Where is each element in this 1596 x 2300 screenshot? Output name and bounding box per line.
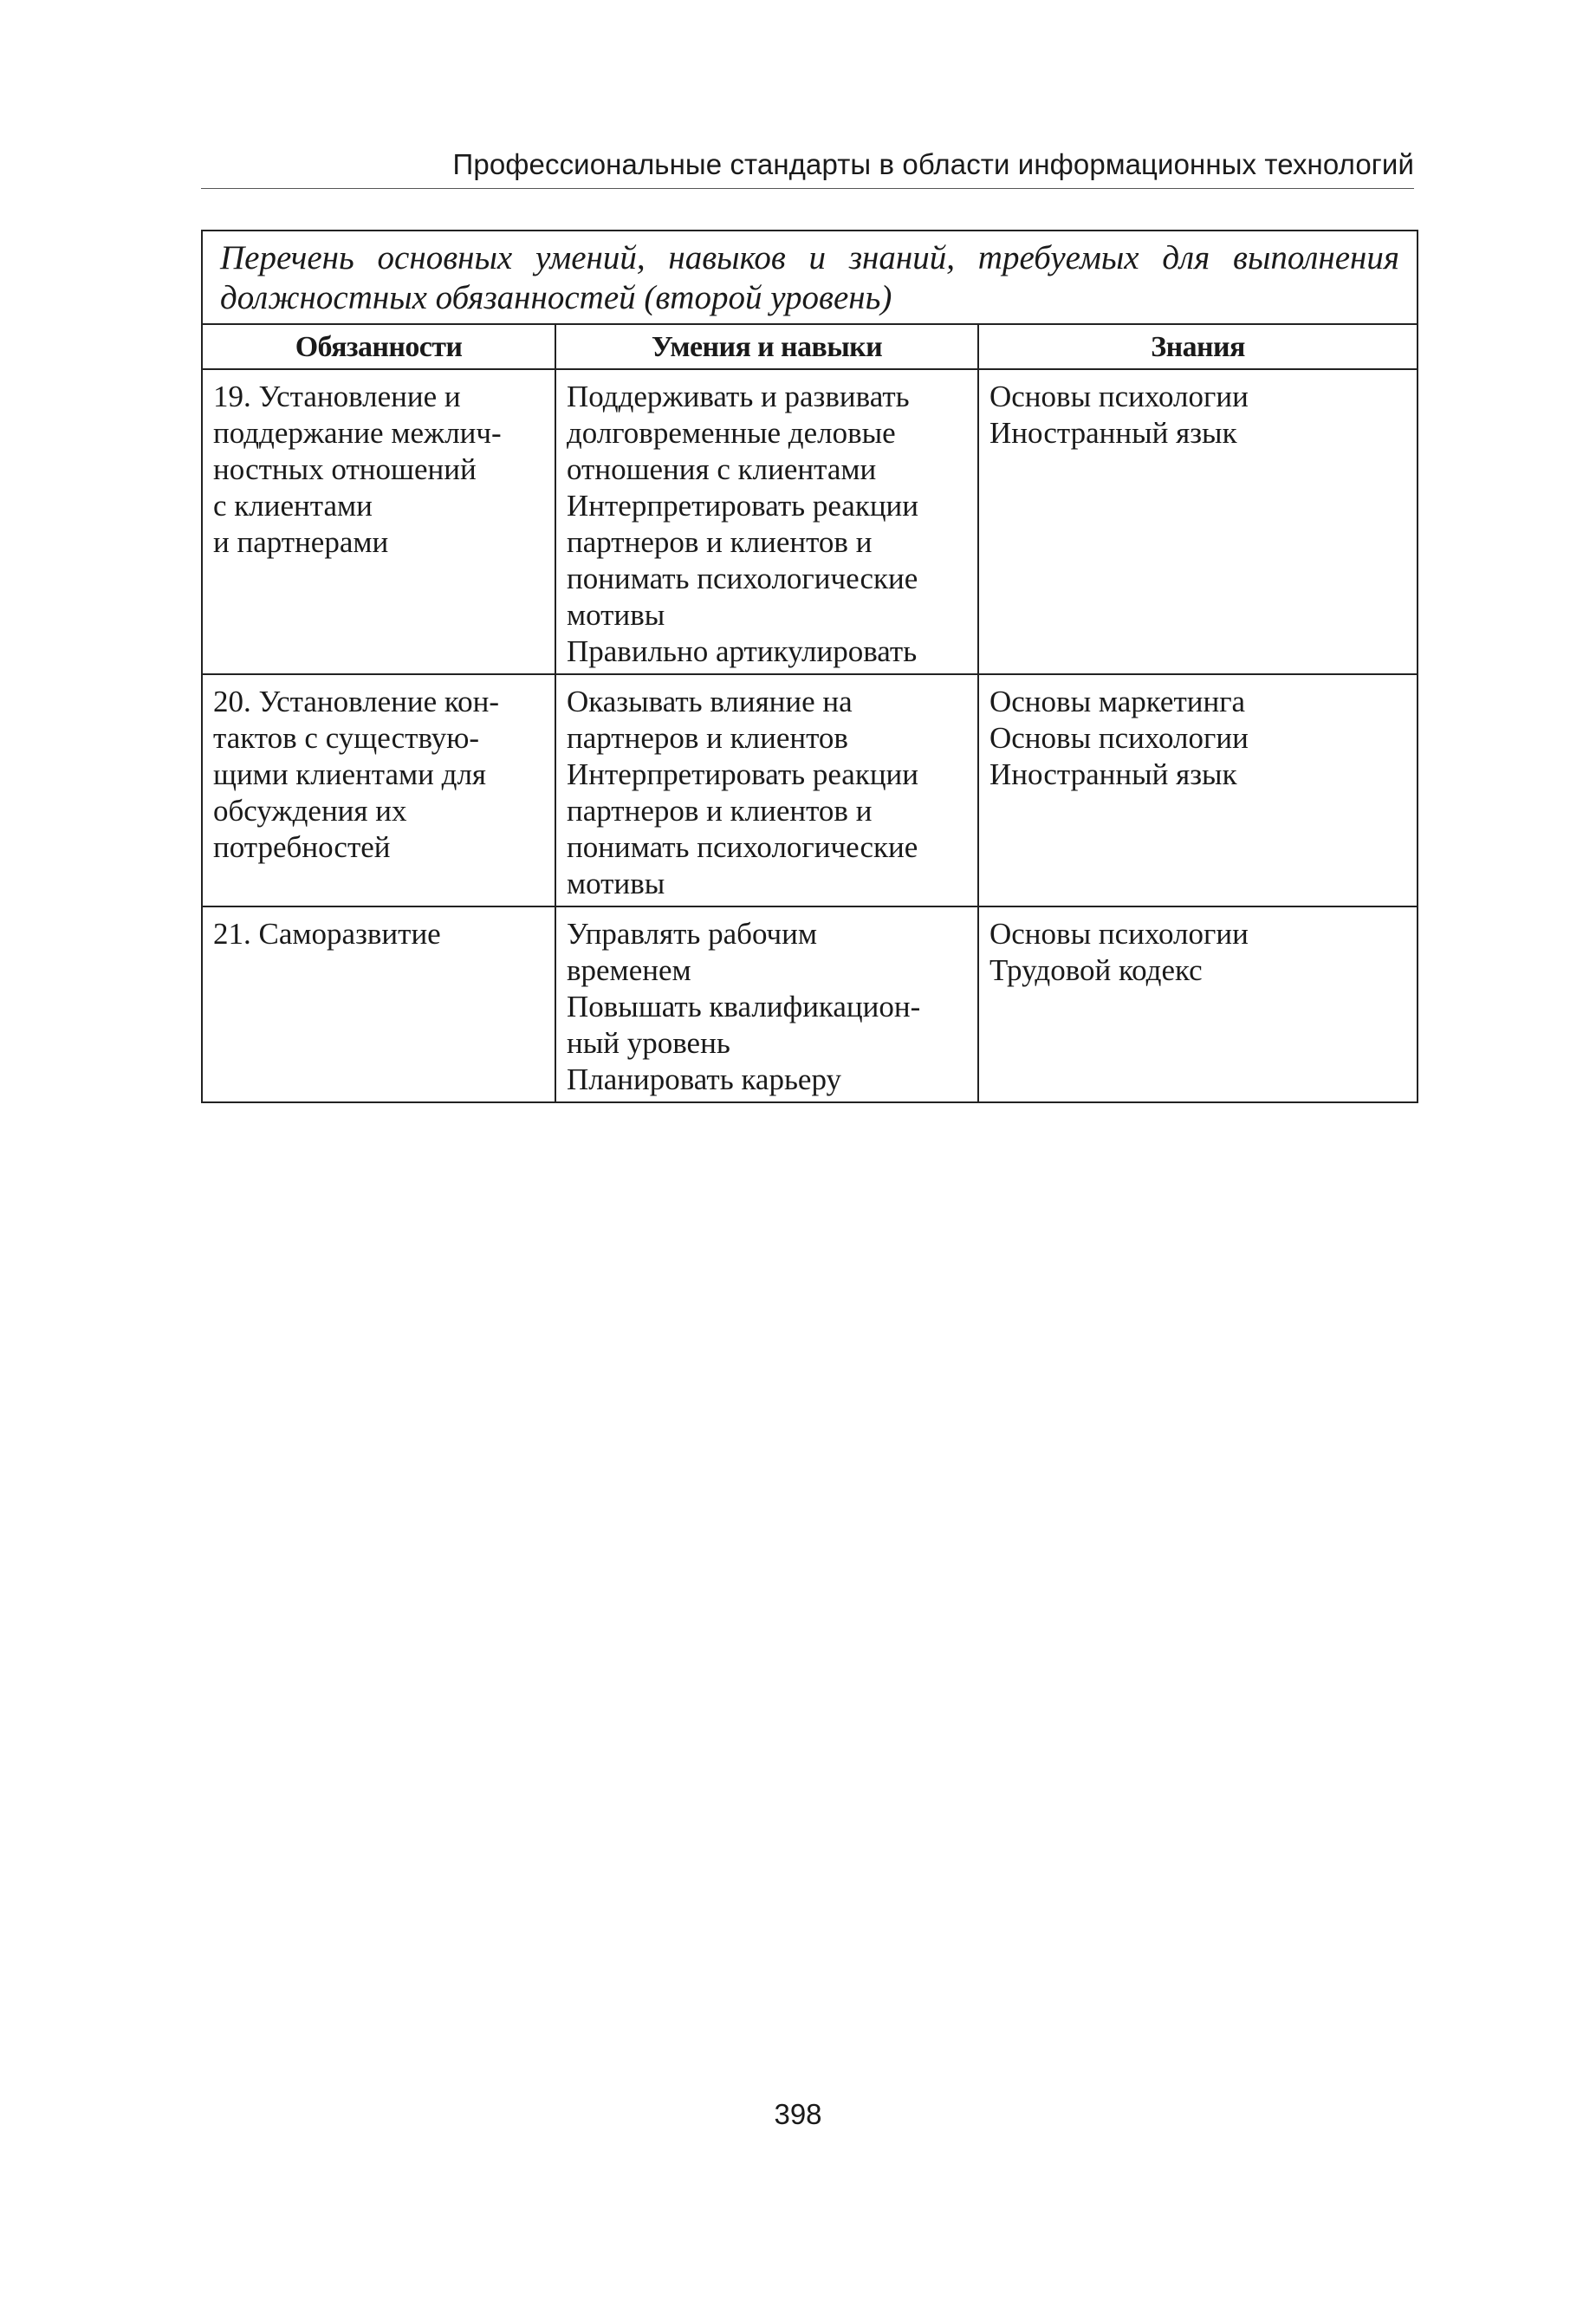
skills-line: мотивы [567, 867, 665, 900]
skills-line: Поддерживать и развивать [567, 380, 910, 413]
duty-cell [202, 674, 555, 906]
knowledge-line: Основы маркетинга [989, 685, 1246, 718]
knowledge-line: Основы психологии [989, 917, 1249, 951]
skills-line: Планировать карьеру [567, 1062, 841, 1096]
duty-line: потребностей [213, 830, 391, 864]
knowledge-line: Иностранный язык [989, 416, 1237, 450]
column-header-knowledge: Знания [978, 324, 1418, 369]
knowledge-cell [978, 369, 1418, 674]
skills-line: партнеров и клиентов и [567, 794, 873, 828]
knowledge-cell [978, 906, 1418, 1102]
table-caption-row [202, 231, 1418, 324]
running-header: Профессиональные стандарты в области информационных технологий [452, 148, 1414, 180]
knowledge-line: Иностранный язык [989, 757, 1237, 791]
duty-line: щими клиентами для [213, 757, 487, 791]
table-caption: Перечень основных умений, навыков и знаний, требуемых для выполнения должностных обязанностей (второй уровень) [202, 231, 1418, 324]
skills-line: ный уровень [567, 1026, 730, 1060]
duty-line: 20. Установление кон- [213, 685, 500, 718]
skills-line: долговременные деловые [567, 416, 896, 450]
skills-line: понимать психологические [567, 830, 918, 864]
skills-line: Повышать квалификацион- [567, 990, 921, 1023]
skills-line: Интерпретировать реакции [567, 489, 919, 523]
skills-cell [555, 674, 978, 906]
page-number: 398 [774, 2098, 822, 2130]
skills-line: Правильно артикулировать [567, 634, 918, 668]
skills-line: партнеров и клиентов [567, 721, 848, 755]
skills-line: Оказывать влияние на [567, 685, 853, 718]
duty-line: ностных отношений [213, 452, 477, 486]
duty-line: тактов с существую- [213, 721, 480, 755]
skills-line: партнеров и клиентов и [567, 525, 873, 559]
duty-line: обсуждения их [213, 794, 407, 828]
skills-cell [555, 906, 978, 1102]
table-row [202, 906, 1418, 1102]
table-row [202, 369, 1418, 674]
duty-line: 19. Установление и [213, 380, 461, 413]
skills-line: отношения с клиентами [567, 452, 877, 486]
skills-line: понимать психологические [567, 562, 918, 595]
duties-skills-knowledge-table [201, 230, 1418, 1103]
column-header-duties: Обязанности [202, 324, 555, 369]
duty-cell [202, 369, 555, 674]
duty-line: поддержание межлич- [213, 416, 502, 450]
table-row [202, 674, 1418, 906]
skills-line: временем [567, 953, 691, 987]
column-header-skills: Умения и навыки [555, 324, 978, 369]
header-divider [201, 188, 1414, 189]
knowledge-line: Трудовой кодекс [989, 953, 1203, 987]
skills-cell [555, 369, 978, 674]
duty-cell [202, 906, 555, 1102]
duty-line: 21. Саморазвитие [213, 917, 441, 951]
knowledge-line: Основы психологии [989, 721, 1249, 755]
duty-line: и партнерами [213, 525, 389, 559]
skills-line: Управлять рабочим [567, 917, 818, 951]
table-header-row [202, 324, 1418, 369]
duty-line: с клиентами [213, 489, 373, 523]
skills-line: мотивы [567, 598, 665, 632]
skills-line: Интерпретировать реакции [567, 757, 919, 791]
knowledge-line: Основы психологии [989, 380, 1249, 413]
knowledge-cell [978, 674, 1418, 906]
